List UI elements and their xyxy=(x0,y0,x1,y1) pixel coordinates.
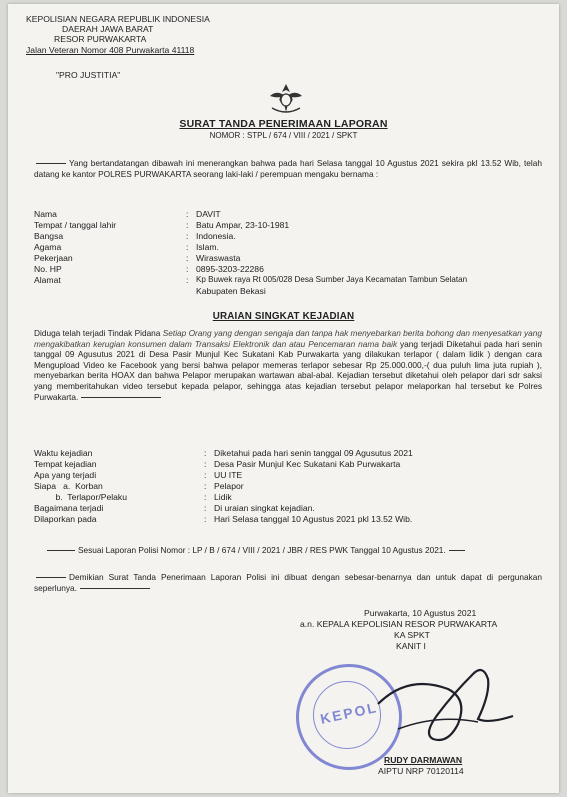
identity-label: Alamat xyxy=(34,275,61,285)
identity-value: Wiraswasta xyxy=(196,253,241,263)
uraian-title: URAIAN SINGKAT KEJADIAN xyxy=(212,311,355,322)
identity-label: Pekerjaan xyxy=(34,253,73,263)
laporan-line: Sesuai Laporan Polisi Nomor : LP / B / 674 / VIII / 2021 / JBR / RES PWK Tanggal 10 Agustus 2021. xyxy=(44,545,468,555)
agency-line-2: DAERAH JAWA BARAT xyxy=(62,24,154,34)
detail-value: Diketahui pada hari senin tanggal 09 Agusutus 2021 xyxy=(214,448,413,458)
address-continuation: Kabupaten Bekasi xyxy=(196,286,266,296)
sign-kanit: KANIT I xyxy=(396,641,426,651)
identity-label: Bangsa xyxy=(34,231,64,241)
identity-value: Indonesia. xyxy=(196,231,236,241)
detail-value: UU ITE xyxy=(214,470,243,480)
sign-place-date: Purwakarta, 10 Agustus 2021 xyxy=(364,608,477,618)
identity-value: Kp Buwek raya Rt 005/028 Desa Sumber Jaya Kecamatan Tambun Selatan xyxy=(196,275,468,284)
identity-value: Islam. xyxy=(196,242,219,252)
document-number: NOMOR : STPL / 674 / VIII / 2021 / SPKT xyxy=(209,131,358,140)
detail-label: Tempat kejadian xyxy=(34,459,97,469)
signer-rank: AIPTU NRP 70120114 xyxy=(378,766,464,776)
detail-label: Apa yang terjadi xyxy=(34,470,97,480)
document-page: KEPOLISIAN NEGARA REPUBLIK INDONESIA DAERAH JAWA BARAT RESOR PURWAKARTA Jalan Veteran Nomor 408 Purwakarta 41118 "PRO JUSTITIA" SURAT TANDA PENERIMAAN LAPORAN NOMOR : STPL / 674 / VIII / 2021 / SPKT Yang bertandatangan dibawah ini menerangkan bahwa pada hari Selasa tanggal 10 Agustus 2021 sekira pkl 13.52 Wib, telah datang ke kantor POLRES PURWAKARTA seorang laki-laki / perempuan mengaku bernama : Nama : DAVIT Tempat / tanggal lahir : Batu Ampar, 23-10-1981 Bangsa : Indonesia. Agama : Islam. Pekerjaan : Wiraswasta No. HP : 0895-3203-22286 Alamat : Kp Buwek raya Rt 005/028 Desa Sumber Jaya Kecamatan Tambun Selatan Kabupaten Bekasi URAIAN SINGKAT KEJADIAN Diduga telah terjadi Tindak Pidana Setiap Orang yang dengan sengaja dan tanpa hak menyebarkan berita bohong dan menyesatkan yang mengakibatkan kerugian konsumen dalam Transaksi Elektronik dan atau Pencemaran nama baik yang terjadi Diketahui pada hari senin tanggal 09 Agusutus 2021 di Desa Pasir Munjul Kec Sukatani Kab Purwakarta yang dilakukan terlapor ( dalam lidik ) dengan cara Mengupload Video ke Facebook yang bersi bahwa pelapor memeras terlapor sebesar Rp 25.000.000,-( dua puluh lima juta rupiah ), menyebarkan berita HOAX dan bahwa Pelapor merupakan wartawan abal-abal. Kejadian tersebut diketahui oleh pelapor dari sdr saksi yang memberitahukan video tersebut kepada pelapor, sehingga atas kejadian tersebut pelapor melaporkan hal tersebut ke Polres Purwakarta. Waktu kejadian : Diketahui pada hari senin tanggal 09 Agusutus 2021 Tempat kejadian : Desa Pasir Munjul Kec Sukatani Kab Purwakarta Apa yang terjadi : UU ITE Siapa a. Korban : Pelapor b. Terlapor/Pelaku : Lidik Bagaimana terjadi : Di uraian singkat kejadian. Dilaporkan pada : Hari Selasa tanggal 10 Agustus 2021 pkl 13.52 Wib. Sesuai Laporan Polisi Nomor : LP / B / 674 / VIII / 2021 / JBR / RES PWK Tanggal 10 Agustus 2021. Demikian Surat Tanda Penerimaan Laporan Polisi ini dibuat dengan sebesar-benarnya dan untuk dapat di pergunakan seperlunya. Purwakarta, 10 Agustus 2021 a.n. KEPALA KEPOLISIAN RESOR PURWAKARTA KA SPKT KANIT I KEPOL RUDY DARMAWAN AIPTU NRP 70120114 xyxy=(8,4,559,793)
stamp-text: KEPOL xyxy=(318,699,380,727)
closing-paragraph: Demikian Surat Tanda Penerimaan Laporan Polisi ini dibuat dengan sebesar-benarnya dan untuk dapat di pergunakan seperlunya. xyxy=(34,572,542,593)
detail-value: Lidik xyxy=(214,492,232,502)
document-title: SURAT TANDA PENERIMAAN LAPORAN xyxy=(179,118,388,130)
detail-value: Di uraian singkat kejadian. xyxy=(214,503,315,513)
detail-label: Siapa a. Korban xyxy=(34,481,103,491)
identity-value: DAVIT xyxy=(196,209,221,219)
intro-text: Yang bertandatangan dibawah ini menerangkan bahwa pada hari Selasa tanggal 10 Agustus 2021 sekira pkl 13.52 Wib, telah datang ke kantor POLRES PURWAKARTA seorang laki-laki / perempuan mengaku bernama : xyxy=(34,158,542,179)
intro-paragraph xyxy=(34,158,542,179)
detail-label: Bagaimana terjadi xyxy=(34,503,104,513)
agency-address: Jalan Veteran Nomor 408 Purwakarta 41118 xyxy=(26,45,195,55)
detail-label: Waktu kejadian xyxy=(34,448,93,458)
police-emblem-icon xyxy=(266,82,306,116)
identity-label: Nama xyxy=(34,209,57,219)
detail-label: Dilaporkan pada xyxy=(34,514,97,524)
identity-value: 0895-3203-22286 xyxy=(196,264,264,274)
sign-ka-spkt: KA SPKT xyxy=(394,630,430,640)
signature-icon xyxy=(338,644,528,764)
signer-name: RUDY DARMAWAN xyxy=(384,755,463,765)
sign-on-behalf: a.n. KEPALA KEPOLISIAN RESOR PURWAKARTA xyxy=(300,619,498,629)
detail-label: b. Terlapor/Pelaku xyxy=(34,492,127,502)
pro-justitia: "PRO JUSTITIA" xyxy=(56,70,121,80)
identity-label: Agama xyxy=(34,242,62,252)
agency-line-3: RESOR PURWAKARTA xyxy=(54,34,147,44)
detail-value: Pelapor xyxy=(214,481,244,491)
detail-value: Desa Pasir Munjul Kec Sukatani Kab Purwakarta xyxy=(214,459,401,469)
detail-value: Hari Selasa tanggal 10 Agustus 2021 pkl 13.52 Wib. xyxy=(214,514,413,524)
uraian-paragraph: Diduga telah terjadi Tindak Pidana Setiap Orang yang dengan sengaja dan tanpa hak menyebarkan berita bohong dan menyesatkan yang mengakibatkan kerugian konsumen dalam Transaksi Elektronik dan atau Pencemaran nama baik yang terjadi Diketahui pada hari senin tanggal 09 Agusutus 2021 di Desa Pasir Munjul Kec Sukatani Kab Purwakarta yang dilakukan terlapor ( dalam lidik ) dengan cara Mengupload Video ke Facebook yang bersi bahwa pelapor memeras terlapor sebesar Rp 25.000.000,-( dua puluh lima juta rupiah ), menyebarkan berita HOAX dan bahwa Pelapor merupakan wartawan abal-abal. Kejadian tersebut diketahui oleh pelapor dari sdr saksi yang memberitahukan video tersebut kepada pelapor, sehingga atas kejadian tersebut pelapor melaporkan hal tersebut ke Polres Purwakarta. xyxy=(34,328,543,402)
identity-value: Batu Ampar, 23-10-1981 xyxy=(196,220,290,230)
identity-label: No. HP xyxy=(34,264,62,274)
agency-line-1: KEPOLISIAN NEGARA REPUBLIK INDONESIA xyxy=(26,14,210,24)
identity-label: Tempat / tanggal lahir xyxy=(34,220,117,230)
